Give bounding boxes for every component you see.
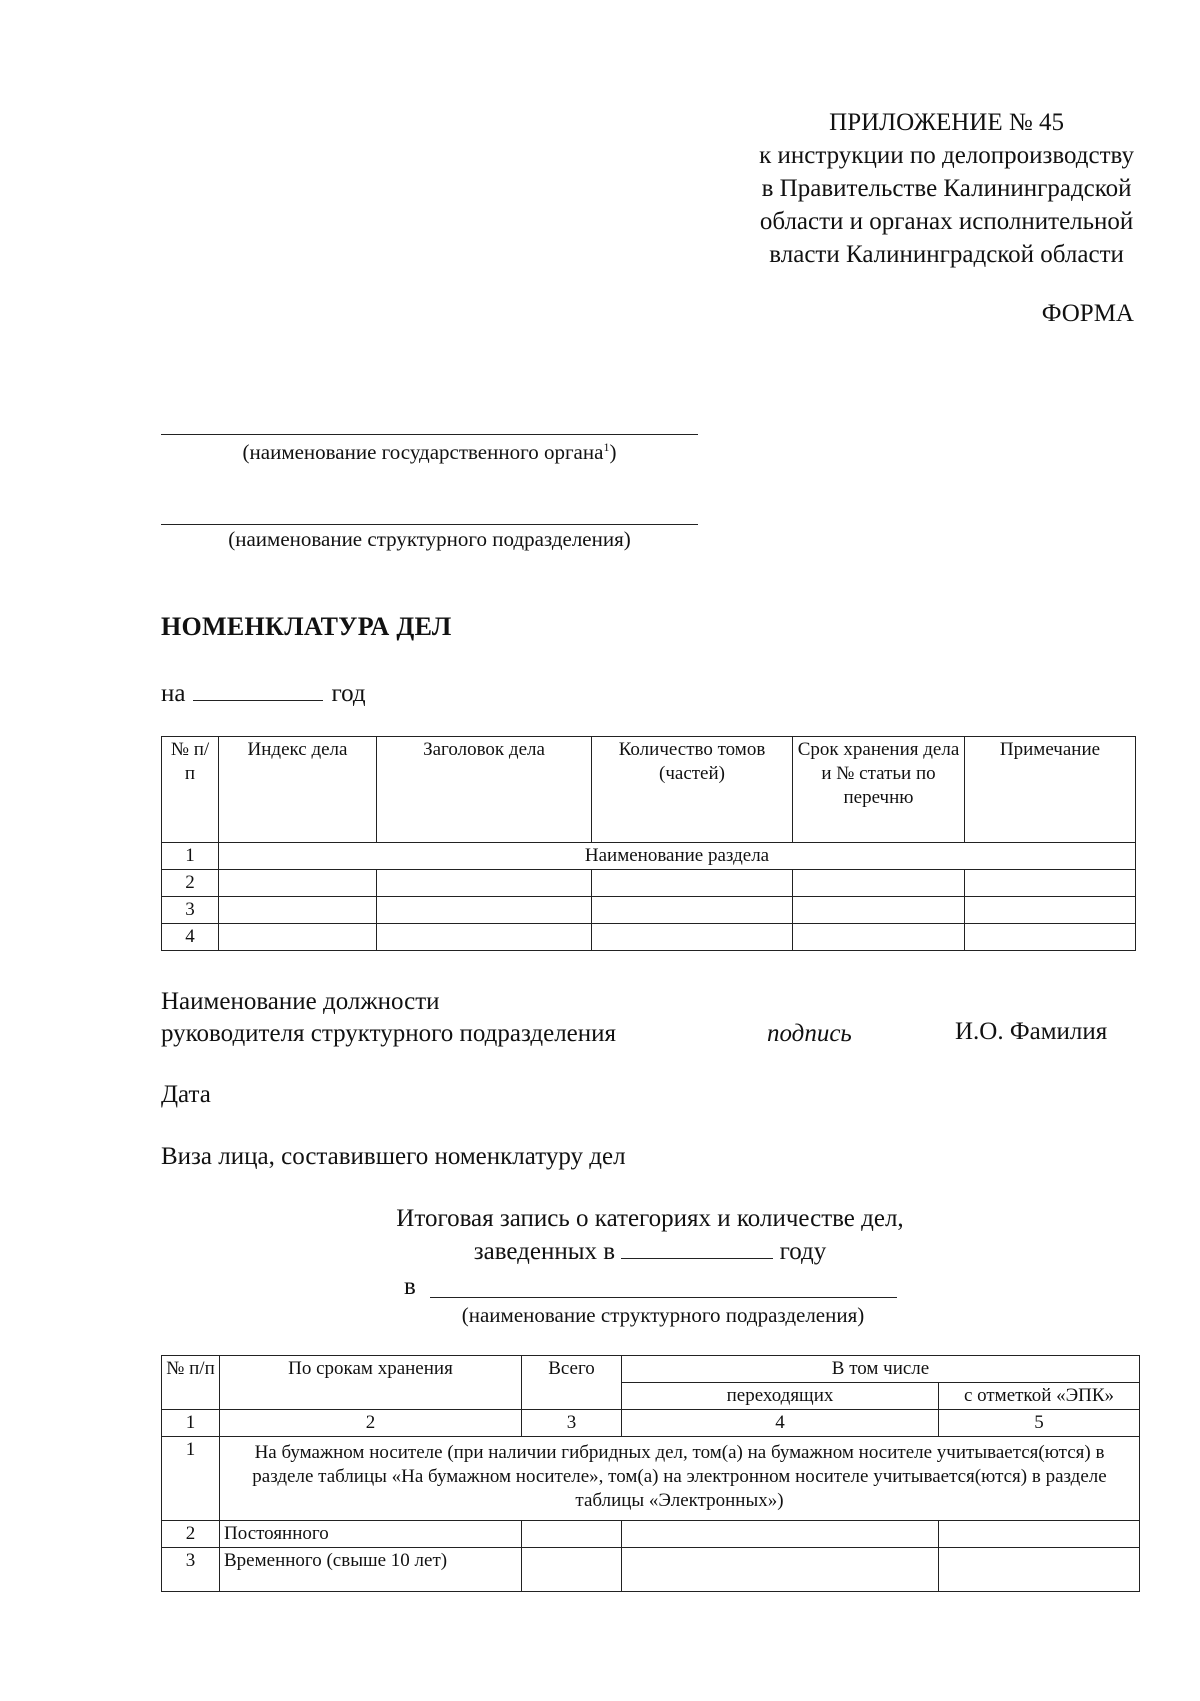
col-number: 5 [939, 1410, 1140, 1437]
cell-note[interactable] [965, 870, 1136, 897]
name-label: И.О. Фамилия [955, 1018, 1108, 1045]
cell-retention[interactable] [793, 924, 965, 951]
cell-index[interactable] [219, 924, 377, 951]
date-label: Дата [161, 1081, 211, 1108]
col-number: 2 [220, 1410, 522, 1437]
year-blank[interactable] [193, 680, 323, 701]
header-note: Примечание [965, 737, 1136, 843]
header-retention: Срок хранения дела и № статьи по перечню [793, 737, 965, 843]
header-case-title: Заголовок дела [377, 737, 592, 843]
summary-unit-blank-line[interactable] [430, 1297, 897, 1298]
col-number: 1 [162, 1410, 220, 1437]
org-caption-close: ) [609, 440, 617, 464]
cell-note[interactable] [965, 924, 1136, 951]
org-name-blank-line[interactable] [161, 434, 698, 435]
row-num: 1 [162, 1437, 220, 1521]
cell-volumes[interactable] [592, 897, 793, 924]
footnote-marker: 1 [603, 440, 610, 454]
header-volumes: Количество томов (частей) [592, 737, 793, 843]
summary-line-2 [200, 1238, 1100, 1266]
summary-unit-caption: (наименование структурного подразделения) [461, 1303, 865, 1327]
position-line-1: Наименование должности [161, 988, 440, 1015]
cell-volumes[interactable] [592, 870, 793, 897]
summary-table [161, 1355, 1140, 1592]
cell-total[interactable] [522, 1548, 622, 1592]
header-total: Всего [522, 1356, 622, 1410]
row-num: 3 [162, 1548, 220, 1592]
row-num: 1 [162, 843, 219, 870]
table-header-row [162, 737, 1136, 843]
paper-section-text: На бумажном носителе (при наличии гибридных дел, том(а) на бумажном носителе учитывается(ются) в разделе таблицы «На бумажном носителе», том(а) на электронном носителе учитывается(ются) в разделе таблицы «Электронных») [220, 1437, 1140, 1521]
row-label: Постоянного [220, 1521, 522, 1548]
section-name: Наименование раздела [219, 843, 1136, 870]
header-epk: с отметкой «ЭПК» [939, 1383, 1140, 1410]
unit-name-caption: (наименование структурного подразделения) [228, 527, 631, 551]
cell-volumes[interactable] [592, 924, 793, 951]
row-num: 3 [162, 897, 219, 924]
appendix-line: области и органах исполнительной [759, 208, 1134, 235]
nomenclature-table [161, 736, 1136, 951]
row-num: 4 [162, 924, 219, 951]
cell-note[interactable] [965, 897, 1136, 924]
appendix-title: ПРИЛОЖЕНИЕ № 45 [829, 109, 1064, 136]
col-number: 4 [622, 1410, 939, 1437]
section-row [162, 843, 1136, 870]
summary-line-1: Итоговая запись о категориях и количестве дел, [396, 1205, 904, 1232]
cell-epk[interactable] [939, 1548, 1140, 1592]
signature-label: подпись [767, 1020, 852, 1047]
row-num: 2 [162, 1521, 220, 1548]
cell-index[interactable] [219, 897, 377, 924]
col-number: 3 [522, 1410, 622, 1437]
header-period: По срокам хранения [220, 1356, 522, 1410]
header-num: № п/п [162, 737, 219, 843]
visa-label: Виза лица, составившего номенклатуру дел [161, 1143, 626, 1170]
unit-name-blank-line[interactable] [161, 524, 698, 525]
paper-section-row [162, 1437, 1140, 1521]
column-number-row [162, 1410, 1140, 1437]
table-row [162, 1548, 1140, 1592]
appendix-header [759, 106, 1134, 271]
summary-prefix: заведенных в [473, 1238, 616, 1265]
org-caption-text: (наименование государственного органа [242, 440, 604, 464]
header-transferring: переходящих [622, 1383, 939, 1410]
appendix-line: власти Калининградской области [769, 241, 1124, 268]
summary-in-label: в [404, 1273, 416, 1300]
year-prefix: на [161, 680, 186, 707]
appendix-line: в Правительстве Калининградской [761, 175, 1132, 202]
appendix-line: к инструкции по делопроизводству [759, 142, 1134, 169]
row-num: 2 [162, 870, 219, 897]
page-title: НОМЕНКЛАТУРА ДЕЛ [161, 612, 452, 641]
position-line-2: руководителя структурного подразделения [161, 1020, 617, 1047]
row-label: Временного (свыше 10 лет) [220, 1548, 522, 1592]
table-row [162, 924, 1136, 951]
summary-suffix: году [779, 1238, 827, 1265]
cell-epk[interactable] [939, 1521, 1140, 1548]
cell-title[interactable] [377, 924, 592, 951]
table-header-row [162, 1356, 1140, 1383]
table-row [162, 897, 1136, 924]
year-suffix: год [331, 680, 366, 707]
header-num: № п/п [162, 1356, 220, 1410]
cell-transferring[interactable] [622, 1521, 939, 1548]
org-name-caption [161, 440, 698, 465]
cell-total[interactable] [522, 1521, 622, 1548]
table-row [162, 870, 1136, 897]
cell-index[interactable] [219, 870, 377, 897]
cell-transferring[interactable] [622, 1548, 939, 1592]
cell-title[interactable] [377, 870, 592, 897]
table-row [162, 1521, 1140, 1548]
cell-title[interactable] [377, 897, 592, 924]
year-line [161, 680, 366, 708]
header-including: В том числе [622, 1356, 1140, 1383]
form-label: ФОРМА [1041, 300, 1134, 327]
cell-retention[interactable] [793, 897, 965, 924]
header-index: Индекс дела [219, 737, 377, 843]
cell-retention[interactable] [793, 870, 965, 897]
summary-year-blank[interactable] [621, 1238, 773, 1259]
